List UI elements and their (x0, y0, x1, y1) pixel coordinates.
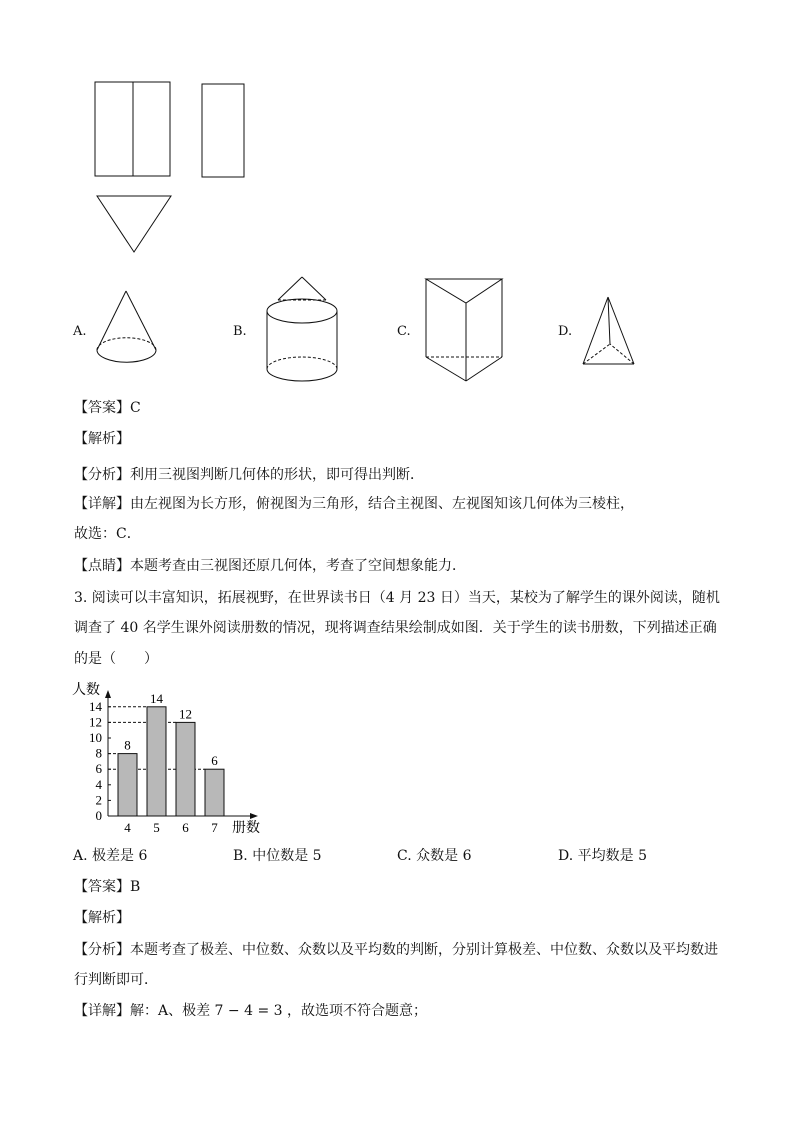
bar (176, 722, 195, 816)
data-label: 14 (150, 690, 163, 706)
answer-value: B (130, 879, 141, 895)
y-axis-arrow (105, 690, 111, 698)
q3-option-a: A. 极差是 6 (73, 848, 148, 864)
q3-stem-line-3: 的是（ ） (74, 651, 158, 667)
q3-option-c: C. 众数是 6 (397, 848, 472, 864)
xiangjie-tag: 【详解】 (74, 1003, 130, 1019)
answer-value: C (130, 400, 141, 416)
xiangjie-tag: 【详解】 (74, 496, 130, 512)
q2-option-c-label: C. (397, 324, 411, 339)
x-axis-arrow (250, 813, 258, 819)
q2-dianjing-line (74, 556, 466, 576)
q2-guxuan-line: 故选：C． (74, 526, 141, 542)
x-tick-label: 5 (153, 820, 160, 835)
x-tick-label: 4 (124, 820, 131, 835)
y-tick-label: 12 (89, 714, 102, 730)
y-tick-label: 2 (95, 792, 102, 808)
cylinder-with-cone-figure (262, 273, 344, 389)
bar (205, 769, 224, 816)
dianjing-tag: 【点睛】 (74, 558, 130, 574)
xiangjie-text: 解：A、极差 7 − 4 = 3 ，故选项不符合题意； (130, 1003, 427, 1019)
q3-xiangjie-line (74, 1001, 427, 1021)
top-view (97, 196, 171, 252)
y-tick-label: 4 (95, 776, 102, 792)
q3-option-d: D. 平均数是 5 (558, 848, 647, 864)
y-axis-label: 人数 (72, 683, 100, 698)
y-tick-label: 8 (95, 745, 102, 761)
x-tick-label: 7 (211, 820, 218, 835)
fenxi-tag: 【分析】 (74, 942, 130, 958)
y-tick-label: 10 (89, 730, 102, 745)
q2-option-d-label: D. (558, 324, 573, 339)
y-tick-label: 6 (95, 761, 102, 777)
y-tick-label: 14 (89, 698, 102, 714)
fenxi-tag: 【分析】 (74, 467, 130, 483)
fenxi-text-1: 本题考查了极差、中位数、众数以及平均数的判断，分别计算极差、中位数、众数以及平均数进 (130, 942, 718, 958)
side-view (202, 84, 244, 177)
x-tick-label: 6 (182, 820, 189, 835)
q3-analysis-tag: 【解析】 (74, 910, 130, 926)
q3-answer-line (74, 877, 140, 897)
reading-bar-chart (62, 672, 282, 838)
q3-fenxi-line-2: 行判断即可． (74, 972, 158, 988)
q2-option-b-label: B. (233, 324, 247, 339)
y-tick-label: 0 (95, 808, 102, 823)
x-axis-label: 册数 (232, 821, 260, 836)
three-views-figure (80, 70, 270, 265)
q3-stem-line-2: 调查了 40 名学生课外阅读册数的情况，现将调查结果绘制成如图．关于学生的读书册数，下列描述正确 (74, 620, 717, 636)
tetrahedron-figure (580, 294, 640, 370)
bar (147, 707, 166, 816)
triangular-prism-figure (422, 275, 508, 387)
answer-tag: 【答案】 (74, 879, 130, 895)
data-label: 8 (124, 737, 131, 753)
q3-fenxi-line-1 (74, 940, 718, 960)
q2-option-a-label: A. (73, 324, 87, 339)
q2-xiangjie-line (74, 494, 634, 514)
fenxi-text: 利用三视图判断几何体的形状，即可得出判断． (130, 467, 424, 483)
q2-analysis-tag: 【解析】 (74, 431, 130, 447)
bar (118, 754, 137, 816)
q2-answer-line (74, 398, 141, 418)
dianjing-text: 本题考查由三视图还原几何体，考查了空间想象能力． (130, 558, 466, 574)
q2-fenxi-line (74, 465, 424, 485)
cone-figure (92, 286, 162, 372)
answer-tag: 【答案】 (74, 400, 130, 416)
q3-option-b: B. 中位数是 5 (233, 848, 322, 864)
data-label: 6 (211, 753, 218, 769)
data-label: 12 (179, 706, 192, 722)
xiangjie-text: 由左视图为长方形，俯视图为三角形，结合主视图、左视图知该几何体为三棱柱， (130, 496, 634, 512)
q3-stem-line-1: 3. 阅读可以丰富知识，拓展视野，在世界读书日（4 月 23 日）当天，某校为了解学生的课外阅读，随机 (74, 590, 720, 606)
